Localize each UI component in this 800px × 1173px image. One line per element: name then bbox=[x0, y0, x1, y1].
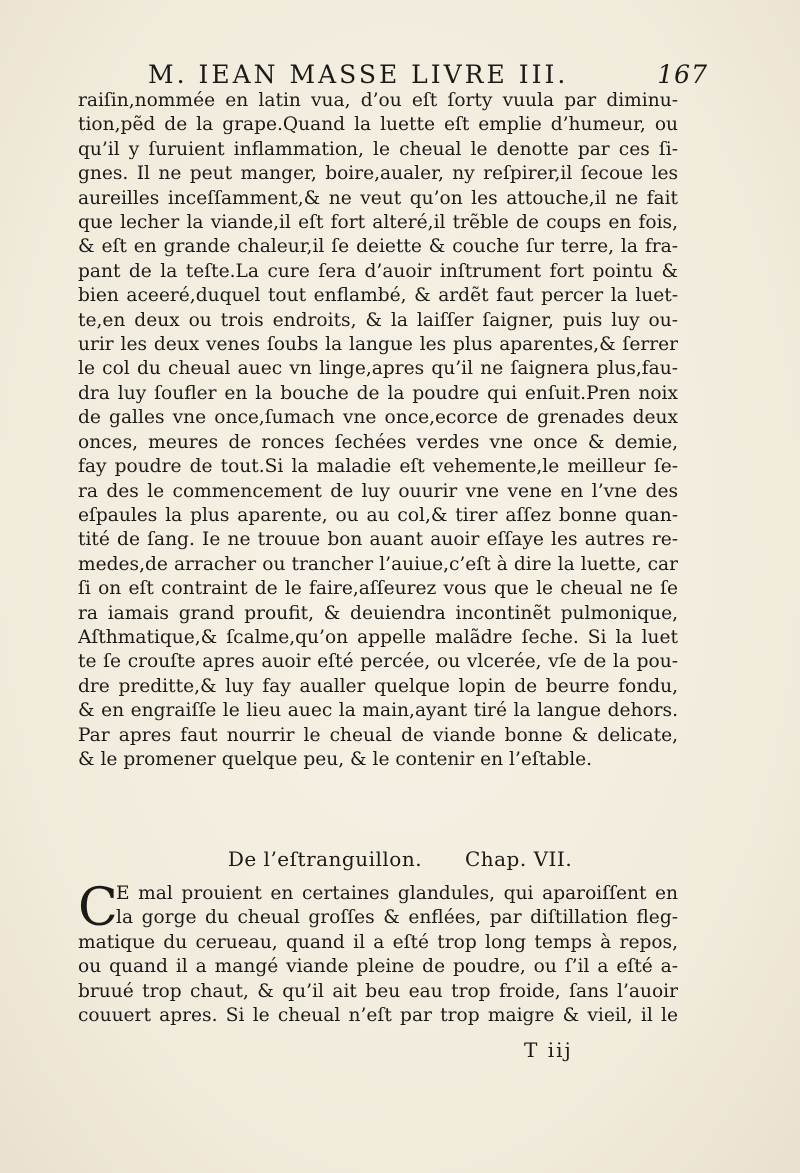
running-head-title: M. IEAN MASSE LIVRE III. bbox=[148, 60, 569, 89]
chapter-heading bbox=[0, 847, 800, 871]
text-line: couuert apres. Si le cheual n’eſt par trop maigre & vieil, il le bbox=[78, 1005, 678, 1027]
text-line: pant de la teſte.La cure ſera d’auoir inſtrument fort pointu & bbox=[78, 260, 678, 282]
text-line: bruué trop chaut, & qu’il ait beu eau trop froide, ſans l’auoir bbox=[78, 980, 678, 1002]
text-line: matique du cerueau, quand il a eſté trop long temps à repos, bbox=[78, 931, 678, 953]
chapter-title: De l’eſtranguillon. bbox=[227, 847, 423, 871]
text-line: onces, meures de ronces ſechées verdes vne once & demie, bbox=[78, 431, 678, 453]
text-line: eſpaules la plus aparente, ou au col,& tirer aſſez bonne quan- bbox=[78, 504, 678, 526]
text-line: & eſt en grande chaleur,il ſe deiette & couche ſur terre, la fra- bbox=[78, 236, 678, 258]
signature-mark: T iij bbox=[524, 1038, 573, 1062]
text-line: ſi on eſt contraint de le faire,aſſeurez vous que le cheual ne ſe bbox=[78, 578, 678, 600]
text-line: que lecher la viande,il eſt fort alteré,il trẽble de coups en fois, bbox=[78, 212, 678, 234]
text-line: la gorge du cheual groſſes & enflées, par diſtillation fleg- bbox=[116, 907, 678, 929]
chapter-text bbox=[78, 878, 678, 1028]
text-line: ra iamais grand proufit, & deuiendra incontinẽt pulmonique, bbox=[78, 602, 678, 624]
text-line: bien aceeré,duquel tout enflambé, & ardẽt faut percer la luet- bbox=[78, 285, 678, 307]
text-line: de galles vne once,ſumach vne once,ecorce de grenades deux bbox=[78, 407, 678, 429]
text-line: fay poudre de tout.Si la maladie eſt vehemente,le meilleur ſe- bbox=[78, 456, 678, 478]
text-line: ra des le commencement de luy ouurir vne vene en l’vne des bbox=[78, 480, 678, 502]
text-line: Aſthmatique,& ſcalme,qu’on appelle malãdre ſeche. Si la luet bbox=[78, 626, 678, 648]
drop-cap: C bbox=[78, 878, 118, 938]
text-line: Par apres faut nourrir le cheual de viande bonne & delicate, bbox=[78, 724, 678, 746]
text-line: te ſe crouſte apres auoir eſté percée, ou vlcerée, vſe de la pou- bbox=[78, 651, 678, 673]
text-line: te,en deux ou trois endroits, & la laiſſer ſaigner, puis luy ou- bbox=[78, 309, 678, 331]
text-line: & le promener quelque peu, & le contenir en l’eſtable. bbox=[78, 748, 593, 770]
text-line: gnes. Il ne peut manger, boire,aualer, ny reſpirer,il ſecoue les bbox=[78, 163, 678, 185]
text-line: dre preditte,& luy fay aualler quelque lopin de beurre fondu, bbox=[78, 675, 678, 697]
text-line: raiſin,nommée en latin vua, d’ou eſt ſorty vuula par diminu- bbox=[78, 90, 678, 111]
text-line: aureilles inceſſamment,& ne veut qu’on les attouche,il ne fait bbox=[78, 187, 678, 209]
text-line: medes,de arracher ou trancher l’auiue,c’eſt à dire la luette, car bbox=[78, 553, 678, 575]
text-line: urir les deux venes ſoubs la langue les plus aparentes,& ſerrer bbox=[78, 334, 678, 356]
text-line: dra luy ſoufler en la bouche de la poudre qui enſuit.Pren noix bbox=[78, 382, 678, 404]
text-line: tion,pẽd de la grape.Quand la luette eſt emplie d’humeur, ou bbox=[78, 114, 678, 136]
chapter-number: Chap. VII. bbox=[464, 847, 573, 871]
text-line: le col du cheual auec vn linge,apres qu’il ne ſaignera plus,fau- bbox=[78, 358, 678, 380]
page-number: 167 bbox=[657, 60, 708, 89]
text-line: tité de ſang. Ie ne trouue bon auant auoir eſſaye les autres re- bbox=[78, 529, 678, 551]
text-line: qu’il y ſuruient inflammation, le cheual le denotte par ces ſi- bbox=[78, 138, 678, 160]
text-line: ou quand il a mangé viande pleine de poudre, ou ſ’il a eſté a- bbox=[78, 956, 678, 978]
text-line: & en engraiſſe le lieu auec la main,ayant tiré la langue dehors. bbox=[78, 700, 678, 722]
body-text bbox=[78, 89, 678, 772]
text-line: E mal prouient en certaines glandules, qui aparoiſſent en bbox=[116, 883, 678, 904]
